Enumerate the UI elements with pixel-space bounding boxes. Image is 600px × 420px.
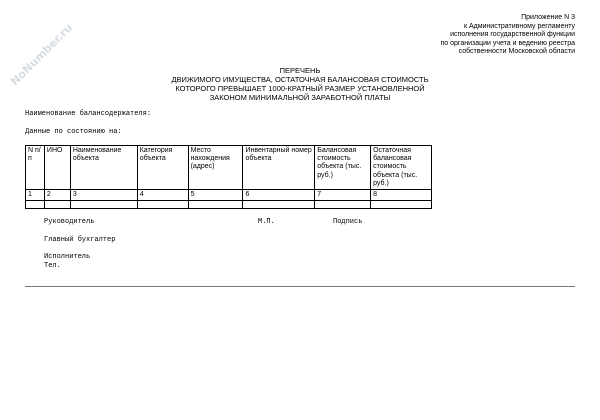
column-number: 6 xyxy=(243,190,315,201)
table-cell xyxy=(137,201,188,209)
appendix-line: собственности Московской области xyxy=(458,48,575,55)
column-number: 7 xyxy=(315,190,371,201)
stamp-label: М.П. xyxy=(258,218,275,226)
appendix-line: к Административному регламенту xyxy=(463,22,575,30)
title-line: ПЕРЕЧЕНЬ xyxy=(279,66,321,75)
table-cell xyxy=(70,201,137,209)
as-of-field-label: Данные по состоянию на: xyxy=(25,128,122,136)
phone-label: Тел. xyxy=(44,262,61,270)
column-header: Балансовая стоимость объекта (тыс. руб.) xyxy=(315,146,371,190)
accountant-label: Главный бухгалтер xyxy=(44,236,116,244)
column-number: 1 xyxy=(26,190,45,201)
table-cell xyxy=(315,201,371,209)
column-header: Категория объекта xyxy=(137,146,188,190)
empty-table-row xyxy=(26,201,432,209)
table-cell xyxy=(26,201,45,209)
column-header: Место нахождения (адрес) xyxy=(188,146,243,190)
column-number: 5 xyxy=(188,190,243,201)
column-number: 4 xyxy=(137,190,188,201)
table-cell xyxy=(44,201,70,209)
table-cell xyxy=(188,201,243,209)
executor-label: Исполнитель xyxy=(44,253,91,261)
column-number-row xyxy=(26,190,432,201)
table-cell xyxy=(371,201,432,209)
title-line: ДВИЖИМОГО ИМУЩЕСТВА, ОСТАТОЧНАЯ БАЛАНСОВАЯ СТОИМОСТЬ xyxy=(171,75,429,84)
column-number: 3 xyxy=(70,190,137,201)
holder-field-label: Наименование балансодержателя: xyxy=(25,110,152,118)
table-header-row xyxy=(26,146,432,190)
column-header: N п/п xyxy=(26,146,45,190)
table-cell xyxy=(243,201,315,209)
signature-label: Подпись xyxy=(333,218,363,226)
column-number: 8 xyxy=(371,190,432,201)
appendix-line: исполнения государственной функции xyxy=(450,31,575,38)
column-header: Наименование объекта xyxy=(70,146,137,190)
head-signature-label: Руководитель xyxy=(44,218,95,226)
property-table xyxy=(25,145,432,209)
column-header: ИНО xyxy=(44,146,70,190)
appendix-line: Приложение N 3 xyxy=(521,14,575,21)
column-number: 2 xyxy=(44,190,70,201)
document-title xyxy=(150,66,450,102)
appendix-line: по организации учета и ведению реестра xyxy=(440,39,575,47)
column-header: Остаточная балансовая стоимость объекта (тыс. руб.) xyxy=(371,146,432,190)
watermark: NoNumber.ru xyxy=(8,21,76,89)
title-line: КОТОРОГО ПРЕВЫШАЕТ 1000-КРАТНЫЙ РАЗМЕР УСТАНОВЛЕННОЙ xyxy=(175,84,425,93)
column-header: Инвентарный номер объекта xyxy=(243,146,315,190)
title-line: ЗАКОНОМ МИНИМАЛЬНОЙ ЗАРАБОТНОЙ ПЛАТЫ xyxy=(209,93,391,102)
appendix-note xyxy=(441,14,576,57)
bottom-divider xyxy=(25,286,575,287)
